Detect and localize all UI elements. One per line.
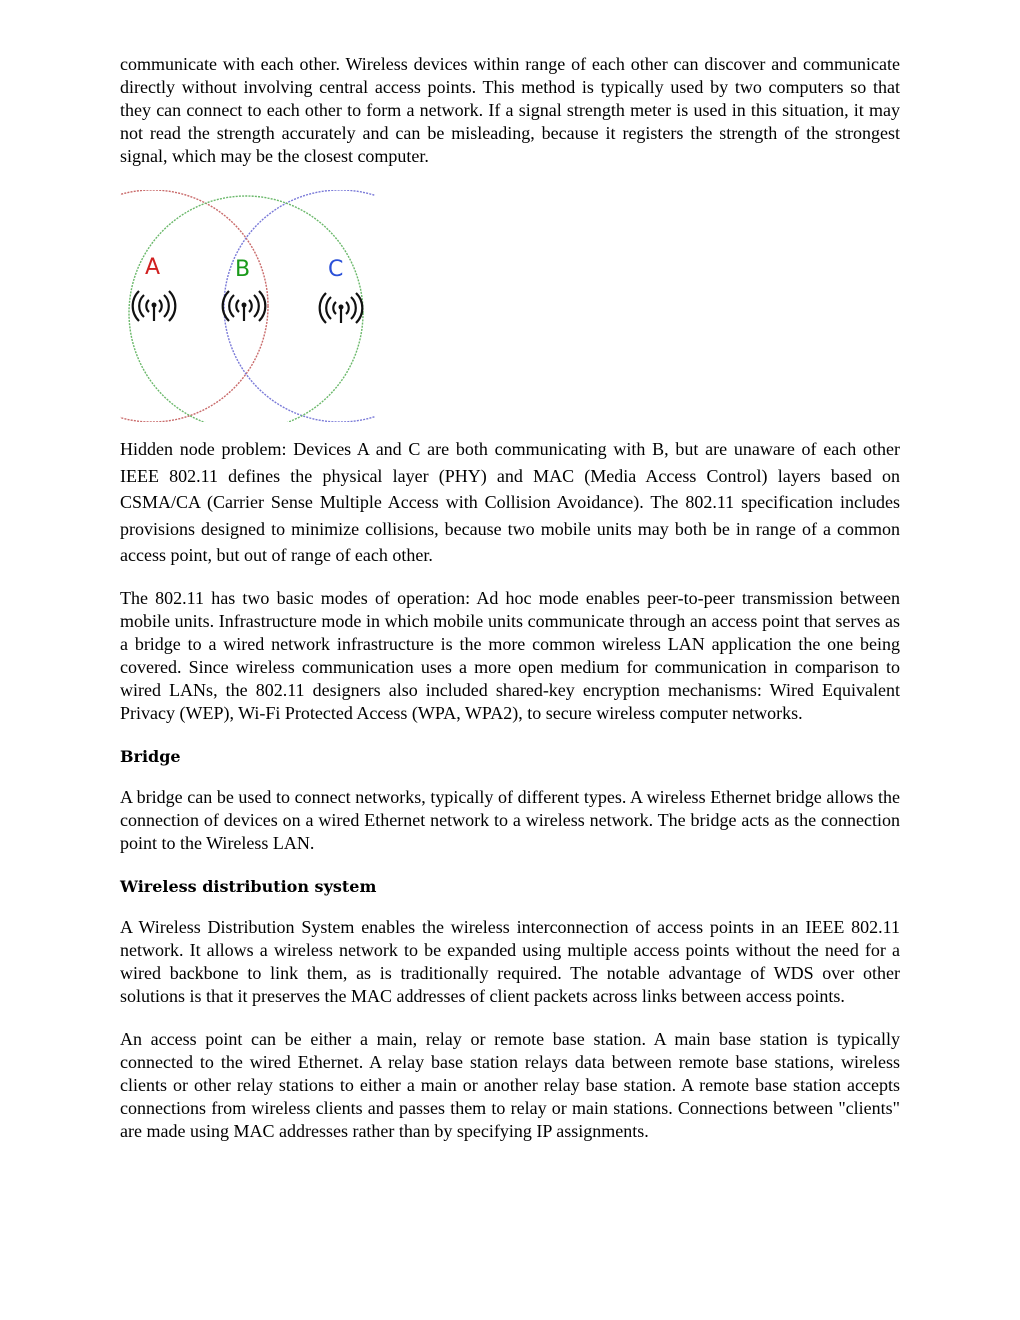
bridge-paragraph: A bridge can be used to connect networks, typically of different types. A wireless Ethernet bridge allows the connection of devices on a wired Ethernet network to a wireless network. The bridge acts as the connection point to the Wireless LAN. (120, 786, 900, 853)
hidden-node-paragraph: Hidden node problem: Devices A and C are both communicating with B, but are unaware of each other IEEE 802.11 defines the physical layer (PHY) and MAC (Media Access Control) layers based on CSMA/CA (Carrier Sense Multiple Access with Collision Avoidance). The 802.11 specification includes provisions designed to minimize collisions, because two mobile units may both be in range of a common access point, but out of range of each other. (120, 439, 900, 565)
wds-heading: Wireless distribution system (120, 876, 377, 896)
wireless-antenna-icon (320, 293, 363, 323)
operation-modes-paragraph: The 802.11 has two basic modes of operation: Ad hoc mode enables peer-to-peer transmission between mobile units. Infrastructure mode in which mobile units communicate through an access point that serves as a bridge to a wired network infrastructure is the more common wireless LAN application the one being covered. Since wireless communication uses a more open medium for communication in comparison to wired LANs, the 802.11 designers also included shared-key encryption mechanisms: Wired Equivalent Privacy (WEP), Wi-Fi Protected Access (WPA, WPA2), to secure wireless computer networks. (120, 587, 900, 723)
wds-paragraph-1: A Wireless Distribution System enables the wireless interconnection of access points in an IEEE 802.11 network. It allows a wireless network to be expanded using multiple access points without the need for a wired backbone to link them, as is traditionally required. The notable advantage of WDS over other solutions is that it preserves the MAC addresses of client packets across links between access points. (120, 916, 900, 1006)
node-a-label: A (145, 255, 161, 280)
node-c-label: C (328, 257, 344, 282)
hidden-node-diagram (120, 190, 380, 422)
range-circle-b (129, 196, 363, 422)
wireless-antenna-icon (133, 291, 176, 321)
bridge-heading: Bridge (120, 746, 181, 766)
intro-paragraph: communicate with each other. Wireless devices within range of each other can discover and communicate directly without involving central access points. This method is typically used by two computers so that they can connect to each other to form a network. If a signal strength meter is used in this situation, it may not read the strength accurately and can be misleading, because it registers the strength of the strongest signal, which may be the closest computer. (120, 54, 900, 166)
wds-paragraph-2: An access point can be either a main, relay or remote base station. A main base station is typically connected to the wired Ethernet. A relay base station relays data between remote base stations, wireless clients or other relay stations to either a main or another relay base station. A remote base station accepts connections from wireless clients and passes them to relay or main stations. Connections between "clients" are made using MAC addresses rather than by specifying IP assignments. (120, 1028, 900, 1141)
wireless-antenna-icon (223, 291, 266, 321)
node-b-label: B (235, 257, 251, 282)
document-page (120, 53, 900, 1143)
